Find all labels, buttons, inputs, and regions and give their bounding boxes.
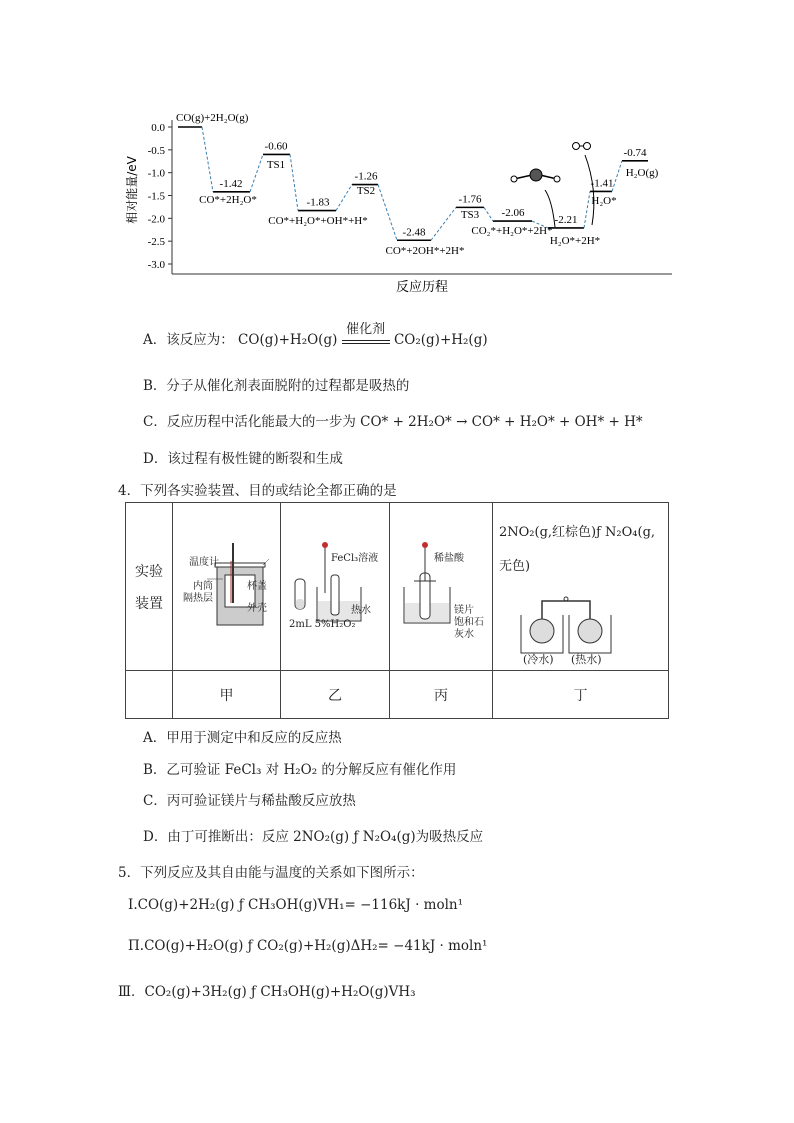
q4-option-c: C．丙可验证镁片与稀盐酸反应放热 <box>143 793 356 809</box>
energy-value-label: -0.74 <box>623 146 647 159</box>
q3-option-c-eq: CO* + 2H₂O* → CO* + H₂O* + OH* + H* <box>360 414 643 430</box>
species-label: H₂O*+2H* <box>549 235 601 247</box>
molecule-atom-h <box>573 143 580 150</box>
energy-value-label: -1.42 <box>219 177 243 190</box>
energy-value-label: -2.06 <box>501 207 525 220</box>
q3-option-a <box>143 322 488 348</box>
name-jia: 甲 <box>173 671 281 719</box>
apparatus-bing <box>390 503 493 671</box>
y-tick-label: -1.0 <box>147 167 165 180</box>
equal-sign-double <box>342 340 390 344</box>
label-fecl3: FeCl₃溶液 <box>331 553 379 564</box>
row-label-line1: 实验 <box>135 563 163 580</box>
species-label: H₂O* <box>591 195 617 207</box>
y-tick-label: -1.5 <box>147 190 165 203</box>
empty-label-cell <box>126 671 173 719</box>
energy-value-label: -0.60 <box>264 140 288 153</box>
molecule-atom-o <box>530 169 542 181</box>
connector-line <box>431 207 456 240</box>
molecule-atom-h <box>511 176 517 182</box>
connector-line <box>484 207 493 221</box>
label-hcl: 稀盐酸 <box>434 553 464 564</box>
energy-value-label: -2.21 <box>554 213 578 226</box>
species-label: H₂O(g) <box>625 167 659 179</box>
q3-option-c-prefix: C．反应历程中活化能最大的一步为 <box>143 414 356 430</box>
name-yi: 乙 <box>281 671 390 719</box>
test-tube-beaker-icon <box>281 503 389 670</box>
y-tick-label: 0.0 <box>151 122 165 134</box>
energy-value-label: -1.41 <box>590 177 614 190</box>
q5-stem: 5．下列反应及其自由能与温度的关系如下图所示： <box>118 865 424 881</box>
connector-line <box>612 161 622 192</box>
species-label: CO*+2OH*+2H* <box>385 245 465 257</box>
desorption-arrow <box>545 190 555 227</box>
molecule-atom-h <box>584 143 591 150</box>
label-shell: 外壳 <box>247 603 267 614</box>
catalyst-condition <box>342 322 390 344</box>
x-axis-label: 反应历程 <box>395 280 449 295</box>
desorption-arrow <box>585 155 594 225</box>
q5-reaction-3: Ⅲ．CO₂(g)+3H₂(g) ƒ CH₃OH(g)+H₂O(g)VH₃ <box>118 984 416 1000</box>
q3-option-b: B．分子从催化剂表面脱附的过程都是吸热的 <box>143 378 410 394</box>
y-tick-label: -2.5 <box>147 236 165 249</box>
connector-line <box>250 154 263 191</box>
connector-line <box>202 127 213 192</box>
species-label: CO(g)+2H₂O(g) <box>176 112 249 124</box>
energy-value-label: -2.48 <box>402 226 426 239</box>
species-label: TS1 <box>266 159 286 171</box>
species-label: CO₂*+H₂O*+2H* <box>471 225 553 237</box>
y-tick-label: -3.0 <box>147 259 165 271</box>
q3-option-d: D．该过程有极性键的断裂和生成 <box>143 451 343 467</box>
label-lid: 杯盖 <box>247 581 267 592</box>
label-h2o2: 2mL 5%H₂O₂ <box>289 619 356 630</box>
q4-option-d: D．由丁可推断出：反应 2NO₂(g) ƒ N₂O₄(g)为吸热反应 <box>143 829 484 845</box>
y-tick-label: -2.0 <box>147 213 165 226</box>
label-limewater-2: 灰水 <box>454 629 474 640</box>
species-label: TS3 <box>460 209 480 221</box>
connector-line <box>290 154 298 210</box>
name-bing: 丙 <box>390 671 493 719</box>
label-insulation: 隔热层 <box>183 593 213 604</box>
label-limewater-1: 饱和石 <box>454 617 484 628</box>
q4-option-a: A．甲用于测定中和反应的反应热 <box>143 730 342 746</box>
q3-option-c <box>143 410 643 430</box>
energy-value-label: -1.76 <box>458 193 482 206</box>
label-mg: 镁片 <box>454 605 474 616</box>
species-label: CO*+2H₂O* <box>199 194 257 206</box>
apparatus-ding <box>493 503 669 671</box>
energy-value-label: -1.83 <box>306 196 330 209</box>
row-label-line2: 装置 <box>135 595 163 612</box>
q5-reaction-1: I.CO(g)+2H₂(g) ƒ CH₃OH(g)VH₁= −116kJ · moln¹ <box>128 897 464 913</box>
label-inner: 内筒 <box>193 581 213 592</box>
q4-stem: 4．下列各实验装置、目的或结论全都正确的是 <box>118 483 397 499</box>
flask-beaker-icon <box>390 503 492 670</box>
y-tick-label: -0.5 <box>147 144 165 157</box>
species-label: CO*+H₂O*+OH*+H* <box>268 215 368 227</box>
energy-value-label: -1.26 <box>354 170 378 183</box>
label-thermometer: 温度计 <box>189 557 219 568</box>
label-hot-water: (热水) <box>571 653 602 666</box>
q4-option-b: B．乙可验证 FeCl₃ 对 H₂O₂ 的分解反应有催化作用 <box>143 762 457 778</box>
connector-line <box>584 191 590 228</box>
label-hotwater: 热水 <box>351 605 371 616</box>
row-label-cell <box>126 503 173 671</box>
species-label: TS2 <box>356 185 376 197</box>
ding-eq-line2: 无色) <box>499 559 531 574</box>
chart-levels <box>176 112 659 257</box>
name-ding: 丁 <box>493 671 669 719</box>
q3-option-a-prefix: A．该反应为： <box>143 332 234 348</box>
catalyst-label: 催化剂 <box>346 322 386 337</box>
q5-reaction-2: Π.CO(g)+H₂O(g) ƒ CO₂(g)+H₂(g)ΔH₂= −41kJ · moln¹ <box>128 938 488 954</box>
connector-line <box>336 185 352 211</box>
q3-option-a-eq-left: CO(g)+H₂O(g) <box>238 332 338 348</box>
y-axis-label: 相对能量/eV <box>125 156 139 224</box>
q3-option-a-eq-right: CO₂(g)+H₂(g) <box>393 332 488 348</box>
molecule-atom-h <box>554 176 560 182</box>
apparatus-yi <box>281 503 390 671</box>
ding-eq-line1: 2NO₂(g,红棕色)ƒ N₂O₄(g, <box>499 525 656 540</box>
energy-diagram <box>0 0 794 300</box>
apparatus-jia <box>173 503 281 671</box>
connector-line <box>378 185 397 241</box>
experiment-table <box>125 502 669 719</box>
label-cold-water: (冷水) <box>523 653 554 666</box>
